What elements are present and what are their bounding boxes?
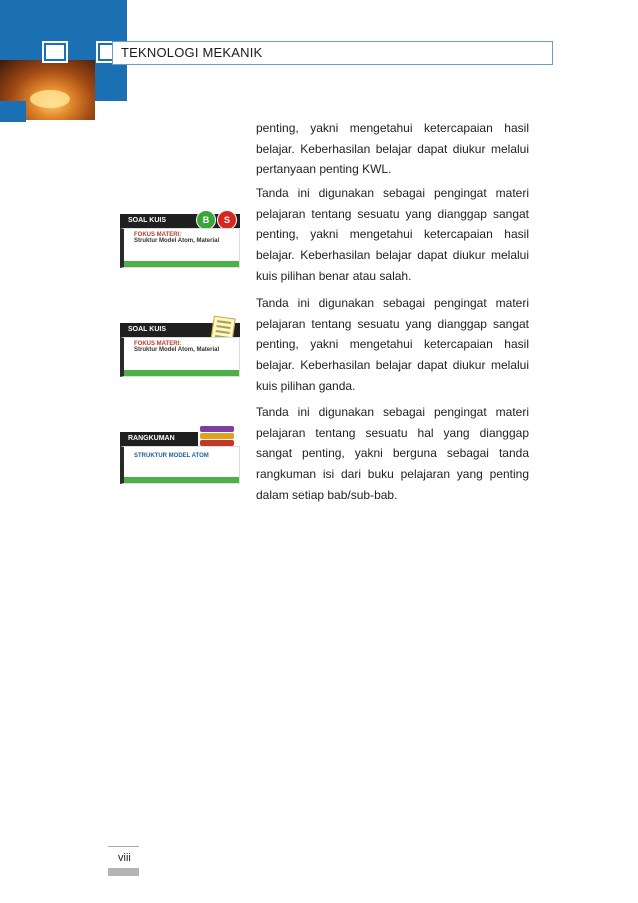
badge-title: RANGKUMAN (128, 435, 175, 442)
header-side-line (0, 120, 26, 122)
header-side-bar (0, 101, 26, 121)
badge-title: SOAL KUIS (128, 326, 166, 333)
paragraph-summary: Tanda ini digunakan sebagai pengingat materi pelajaran tentang sesuatu hal yang dianggap sangat penting, yakni berguna sebagai tanda rangkuman isi dari buku pelajaran yang penting dalam setiap bab/sub-bab. (256, 405, 529, 502)
badge-focus-text: Struktur Model Atom, Material (134, 347, 220, 353)
paragraph-kwl: penting, yakni mengetahui ketercapaian hasil belajar. Keberhasilan belajar dapat diukur melalui pertanyaan penting KWL. (256, 121, 529, 177)
badge-green-stripe (124, 370, 239, 376)
page-number: viii (118, 852, 131, 864)
paragraph-quiz-true-false: Tanda ini digunakan sebagai pengingat materi pelajaran tentang sesuatu yang dianggap sangat penting, yakni mengetahui ketercapaian hasil belajar. Keberhasilan belajar dapat diukur melalui kuis pilihan benar atau salah. (256, 186, 529, 283)
badge-title: SOAL KUIS (128, 217, 166, 224)
badge-focus-label: FOKUS MATERI: (134, 232, 182, 238)
true-icon: B (196, 210, 216, 230)
badge-focus-label: FOKUS MATERI: (134, 341, 182, 347)
header-square-icon (42, 41, 68, 63)
false-icon: S (217, 210, 237, 230)
badge-focus-text: Struktur Model Atom, Material (134, 238, 220, 244)
badge-green-stripe (124, 261, 239, 267)
badge-green-stripe (124, 477, 239, 483)
quiz-multiple-choice-badge (120, 323, 240, 377)
footer-bar (108, 868, 139, 876)
quiz-true-false-badge (120, 214, 240, 268)
footer-line (108, 846, 139, 847)
summary-badge (120, 432, 240, 484)
paragraph-quiz-multiple-choice: Tanda ini digunakan sebagai pengingat materi pelajaran tentang sesuatu yang dianggap sangat penting, yakni mengetahui ketercapaian hasil belajar. Keberhasilan belajar dapat diukur melalui kuis pilihan ganda. (256, 296, 529, 393)
badge-focus-text: STRUKTUR MODEL ATOM (134, 453, 209, 459)
header-title: TEKNOLOGI MEKANIK (121, 45, 263, 60)
header-title-box (112, 41, 553, 65)
